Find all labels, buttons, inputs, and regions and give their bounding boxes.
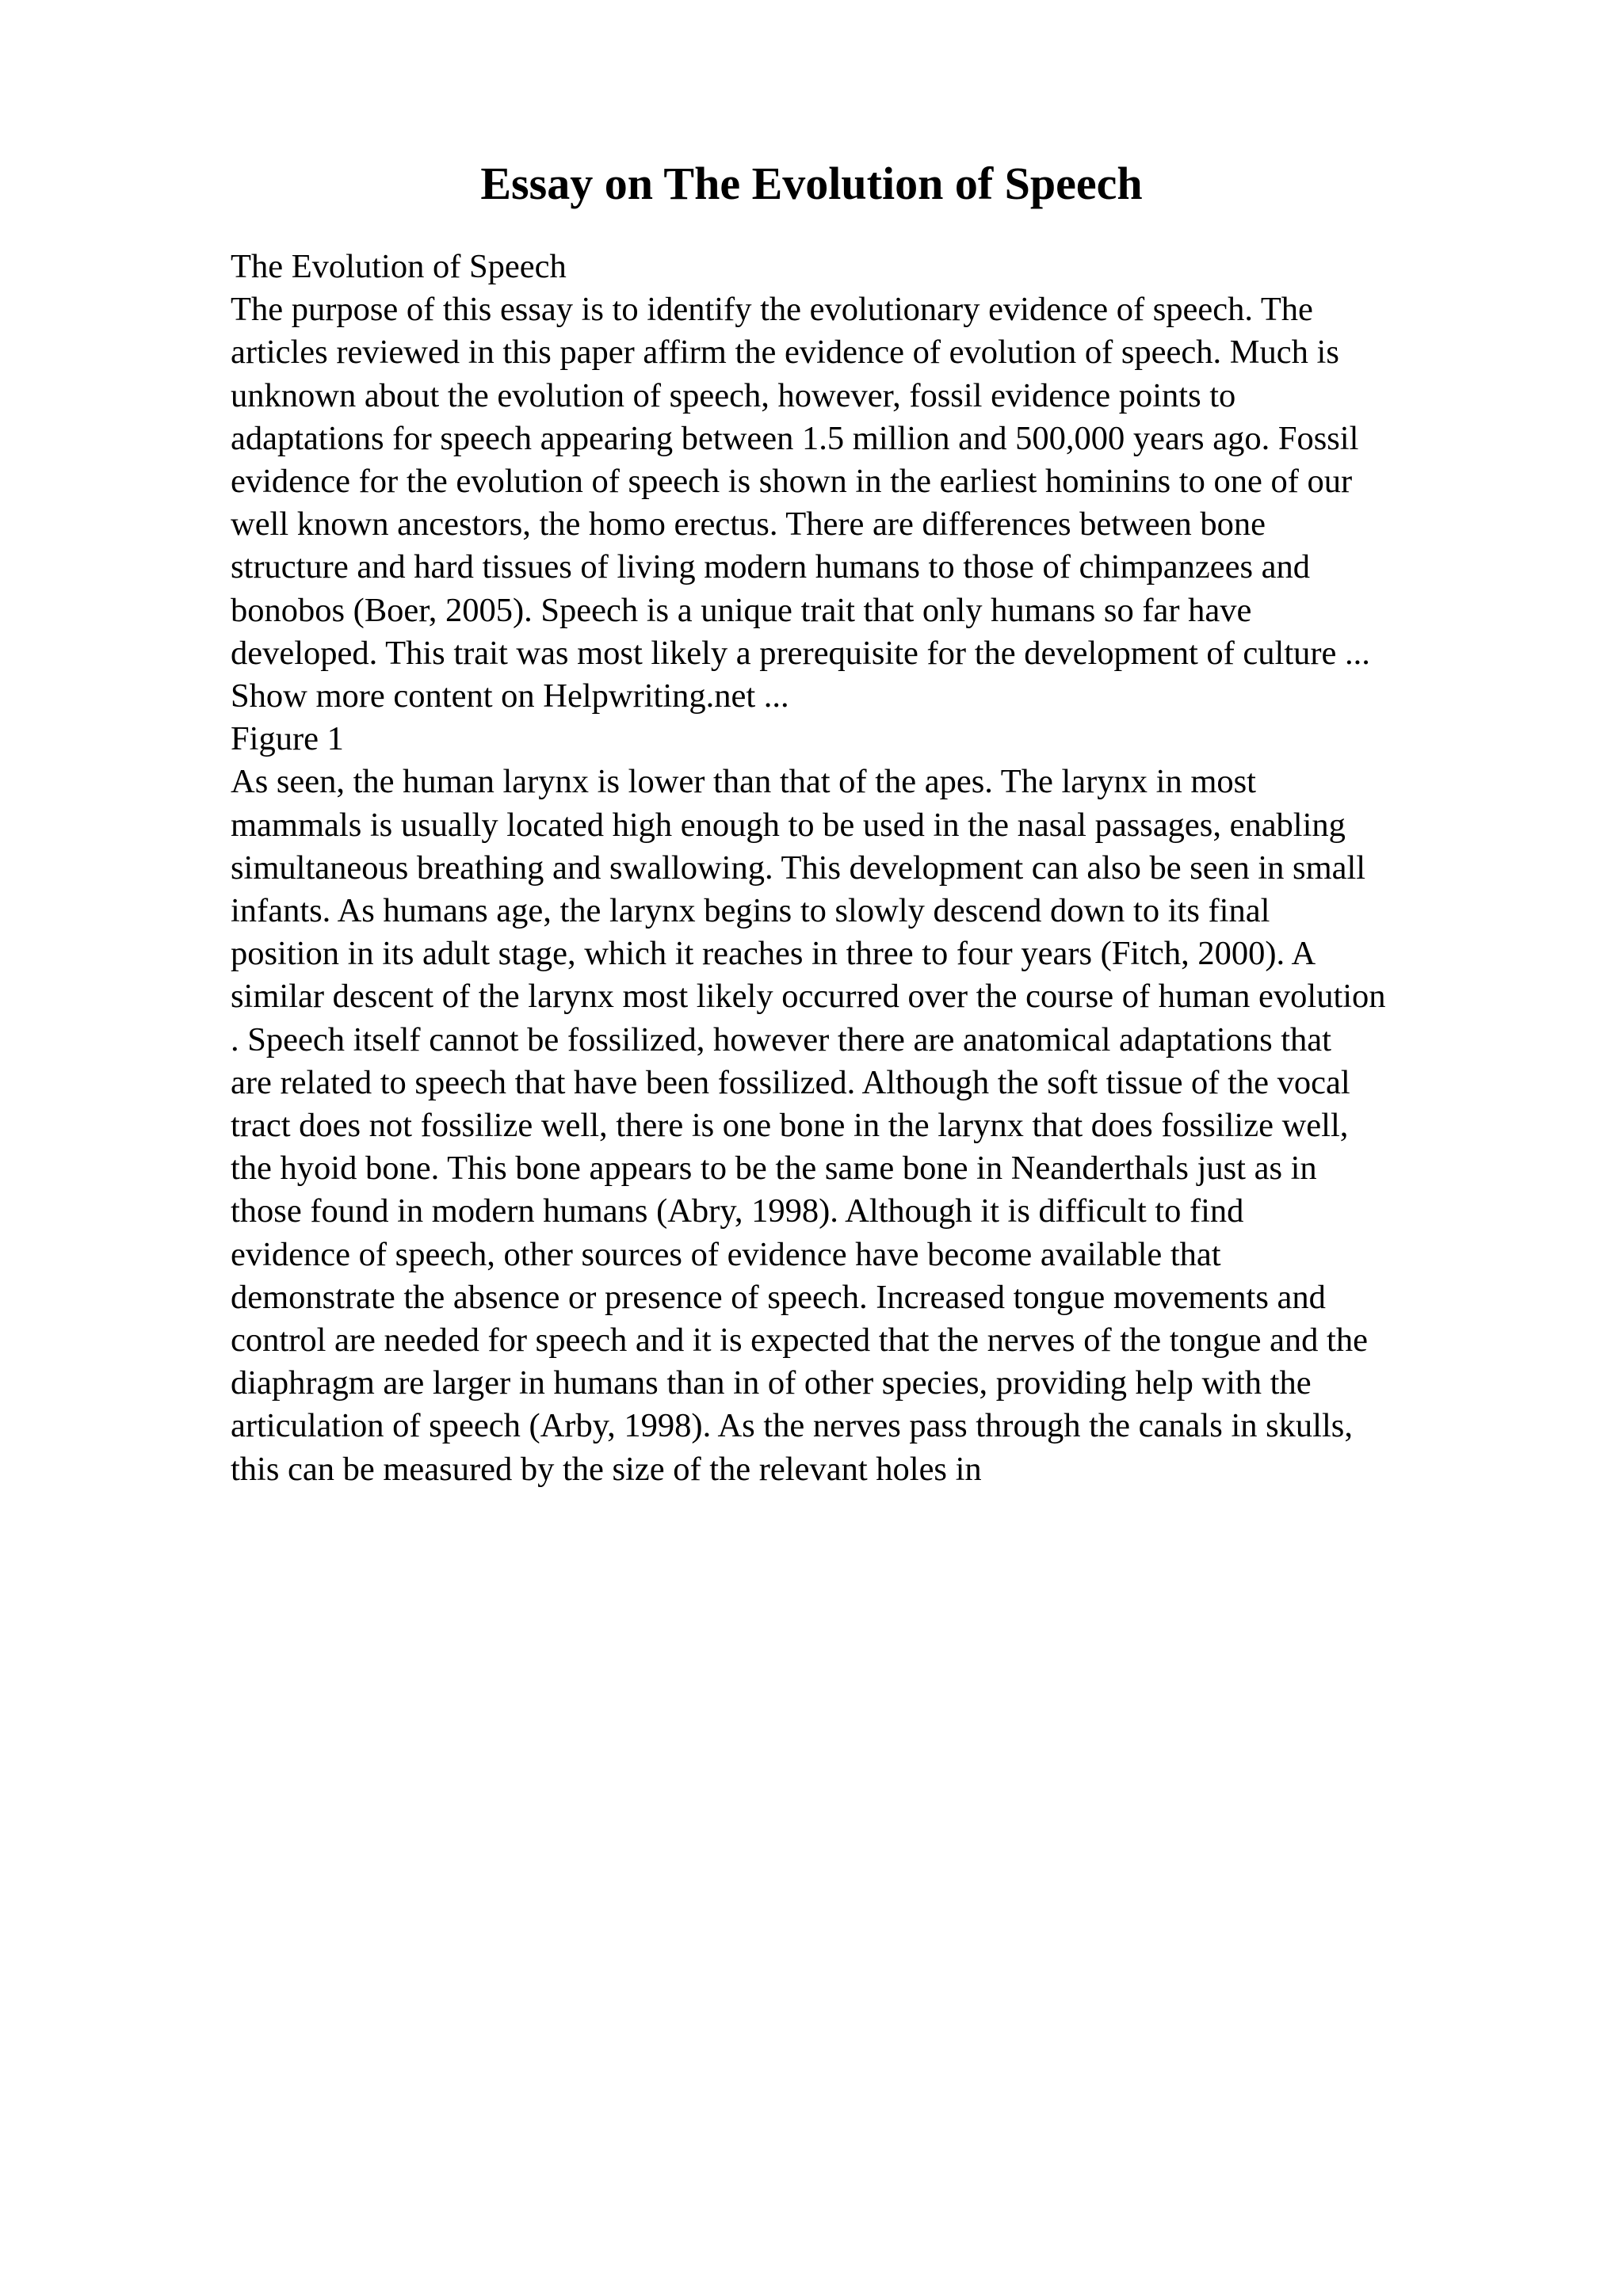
body-line: position in its adult stage, which it reaches in three to four years (Fitch, 2000). A [231,935,1316,973]
body-line: similar descent of the larynx most likely occurred over the course of human evolution [231,978,1386,1016]
body-line: those found in modern humans (Abry, 1998). Although it is difficult to find [231,1192,1244,1230]
document-title: Essay on The Evolution of Speech [480,158,1143,209]
body-line: control are needed for speech and it is expected that the nerves of the tongue and the [231,1322,1368,1360]
body-line: adaptations for speech appearing between 1.5 million and 500,000 years ago. Fossil [231,419,1359,457]
body-line: mammals is usually located high enough to be used in the nasal passages, enabling [231,806,1346,844]
show-more-line: Show more content on Helpwriting.net ... [231,677,789,715]
body-line: demonstrate the absence or presence of speech. Increased tongue movements and [231,1278,1326,1316]
body-line: structure and hard tissues of living modern humans to those of chimpanzees and [231,548,1311,586]
body-line: this can be measured by the size of the relevant holes in [231,1450,982,1488]
figure-label: Figure 1 [231,720,344,758]
body-line: developed. This trait was most likely a prerequisite for the development of culture ... [231,634,1370,672]
body-line: As seen, the human larynx is lower than that of the apes. The larynx in most [231,763,1256,801]
body-line: unknown about the evolution of speech, however, fossil evidence points to [231,376,1236,414]
body-line: the hyoid bone. This bone appears to be the same bone in Neanderthals just as in [231,1150,1317,1188]
body-line: evidence for the evolution of speech is shown in the earliest hominins to one of our [231,463,1353,501]
body-line: tract does not fossilize well, there is one bone in the larynx that does fossilize well, [231,1107,1349,1145]
body-line: The purpose of this essay is to identify the evolutionary evidence of speech. The [231,291,1313,329]
body-line: articulation of speech (Arby, 1998). As the nerves pass through the canals in skulls, [231,1407,1353,1445]
document-body [231,246,1514,1491]
body-line: articles reviewed in this paper affirm the evidence of evolution of speech. Much is [231,334,1339,372]
body-line: simultaneous breathing and swallowing. This development can also be seen in small [231,849,1366,887]
body-line: diaphragm are larger in humans than in of other species, providing help with the [231,1364,1312,1402]
body-line: are related to speech that have been fossilized. Although the soft tissue of the vocal [231,1063,1350,1101]
body-line: well known ancestors, the homo erectus. There are differences between bone [231,505,1266,543]
body-line: . Speech itself cannot be fossilized, however there are anatomical adaptations that [231,1020,1331,1058]
body-line: bonobos (Boer, 2005). Speech is a unique trait that only humans so far have [231,591,1252,629]
body-line: infants. As humans age, the larynx begins to slowly descend down to its final [231,892,1270,930]
body-line: evidence of speech, other sources of evidence have become available that [231,1235,1221,1273]
section-heading: The Evolution of Speech [231,248,567,285]
